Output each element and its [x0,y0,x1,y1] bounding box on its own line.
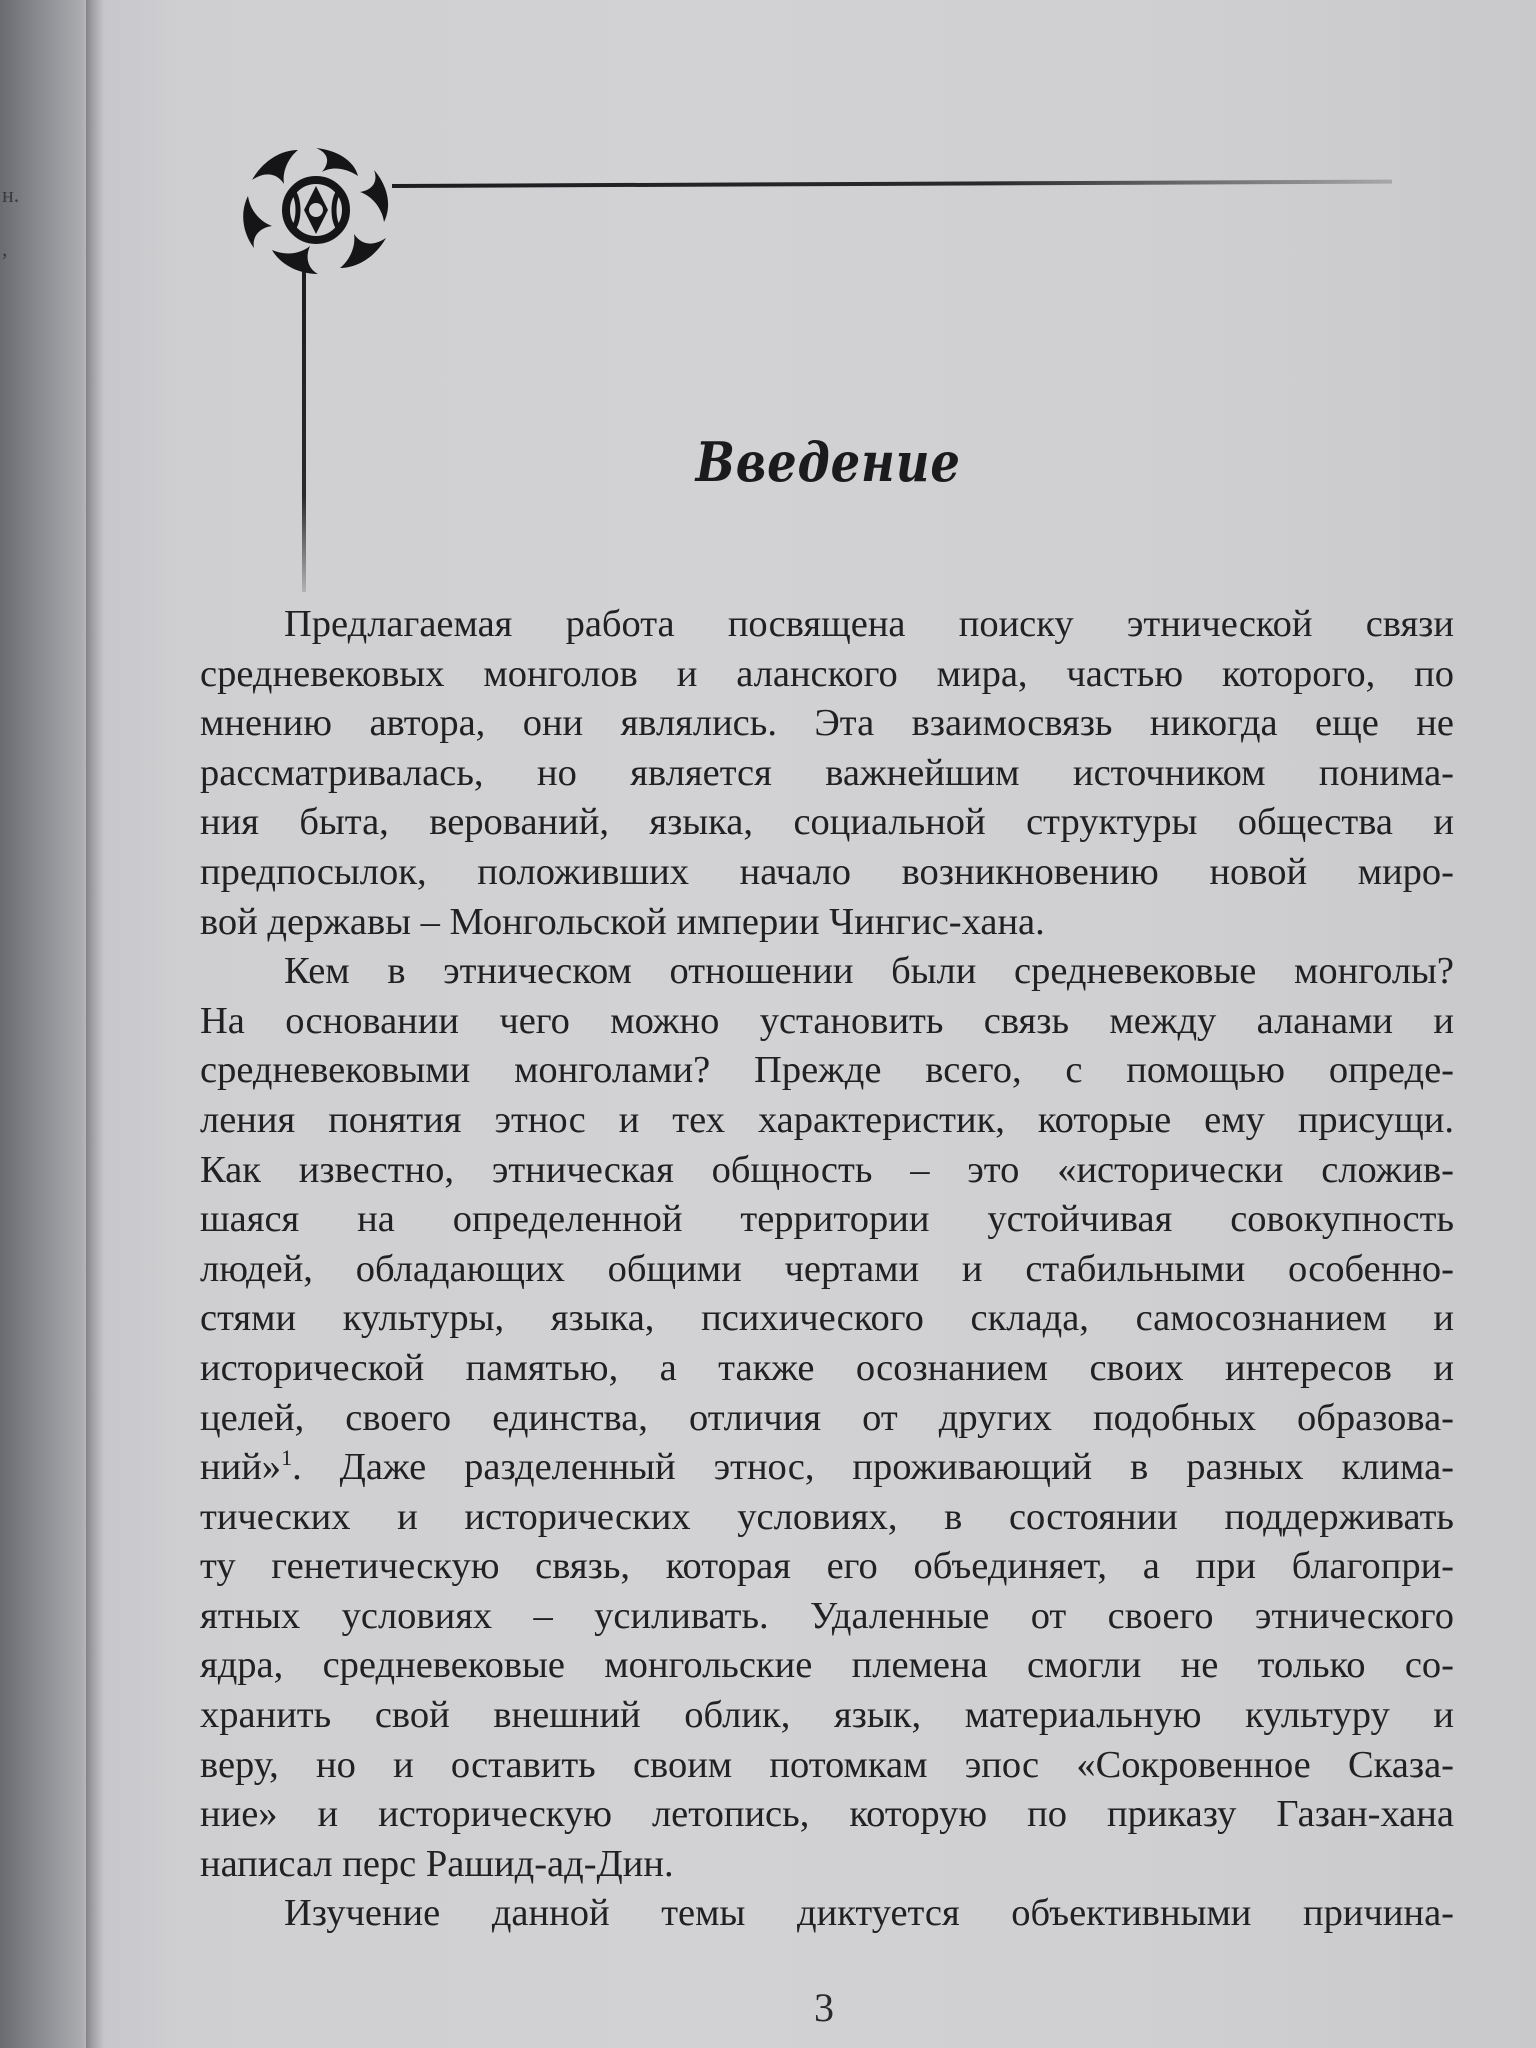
text-line: средневековых монголов и аланского мира, частью которого, по [200,652,1454,695]
text-line: ния быта, верований, языка, социальной структуры общества и [200,801,1454,844]
text-line: средневековыми монголами? Прежде всего, с помощью опреде- [200,1049,1454,1092]
text-line: мнению автора, они являлись. Эта взаимосвязь никогда еще не [200,702,1454,745]
text-line: Изучение данной темы диктуется объективными причина- [284,1892,1454,1935]
body-text [200,600,1454,1939]
text-line-with-footnote [200,1443,1454,1493]
text-fragment: . Даже разделенный этнос, проживающий в разных клима- [292,1446,1454,1489]
text-line: рассматривалась, но является важнейшим источником понима- [200,751,1454,794]
text-line: Предлагаемая работа посвящена поиску этнической связи [284,603,1454,645]
footnote-ref[interactable]: 1 [281,1445,293,1471]
text-line: хранить свой внешний облик, язык, материальную культуру и [200,1694,1454,1737]
gutter-shadow [86,0,104,2048]
text-line: вой державы – Монгольской империи Чингис-хана. [200,900,1045,943]
text-line: написал перс Рашид-ад-Дин. [200,1842,674,1885]
text-line: шаяся на определенной территории устойчивая совокупность [200,1198,1454,1241]
header-rule-horizontal [392,180,1392,188]
left-page-fragment: н. [2,182,20,207]
text-line: людей, обладающих общими чертами и стабильными особенно- [200,1247,1454,1290]
text-line: На основании чего можно установить связь между аланами и [200,999,1454,1042]
text-line: веру, но и оставить своим потомкам эпос «Сокровенное Сказа- [200,1743,1454,1786]
text-line: исторической памятью, а также осознанием своих интересов и [200,1346,1454,1389]
text-line: целей, своего единства, отличия от других подобных образова- [200,1396,1454,1439]
left-page-fragment: , [2,236,8,261]
text-line: тических и исторических условиях, в состоянии поддерживать [200,1495,1454,1538]
text-line: предпосылок, положивших начало возникновению новой миро- [200,850,1454,893]
text-line: ятных условиях – усиливать. Удаленные от своего этнического [200,1594,1454,1637]
text-line: ядра, средневековые монгольские племена смогли не только со- [200,1644,1454,1687]
text-line: ние» и историческую летопись, которую по приказу Газан-хана [200,1793,1454,1836]
text-line: стями культуры, языка, психического склада, самосознанием и [200,1297,1454,1340]
celtic-knot-ornament-icon [236,140,396,280]
chapter-title: Введение [695,430,961,494]
text-line: ления понятия этнос и тех характеристик, которые ему присущи. [200,1098,1454,1141]
text-fragment: ний» [200,1446,282,1489]
text-line: Кем в этническом отношении были средневековые монголы? [284,950,1454,993]
text-line: Как известно, этническая общность – это «исторически сложив- [200,1148,1454,1191]
page-number: 3 [814,1985,834,2030]
text-line: ту генетическую связь, которая его объединяет, а при благопри- [200,1545,1454,1588]
left-page-edge [0,0,90,2048]
